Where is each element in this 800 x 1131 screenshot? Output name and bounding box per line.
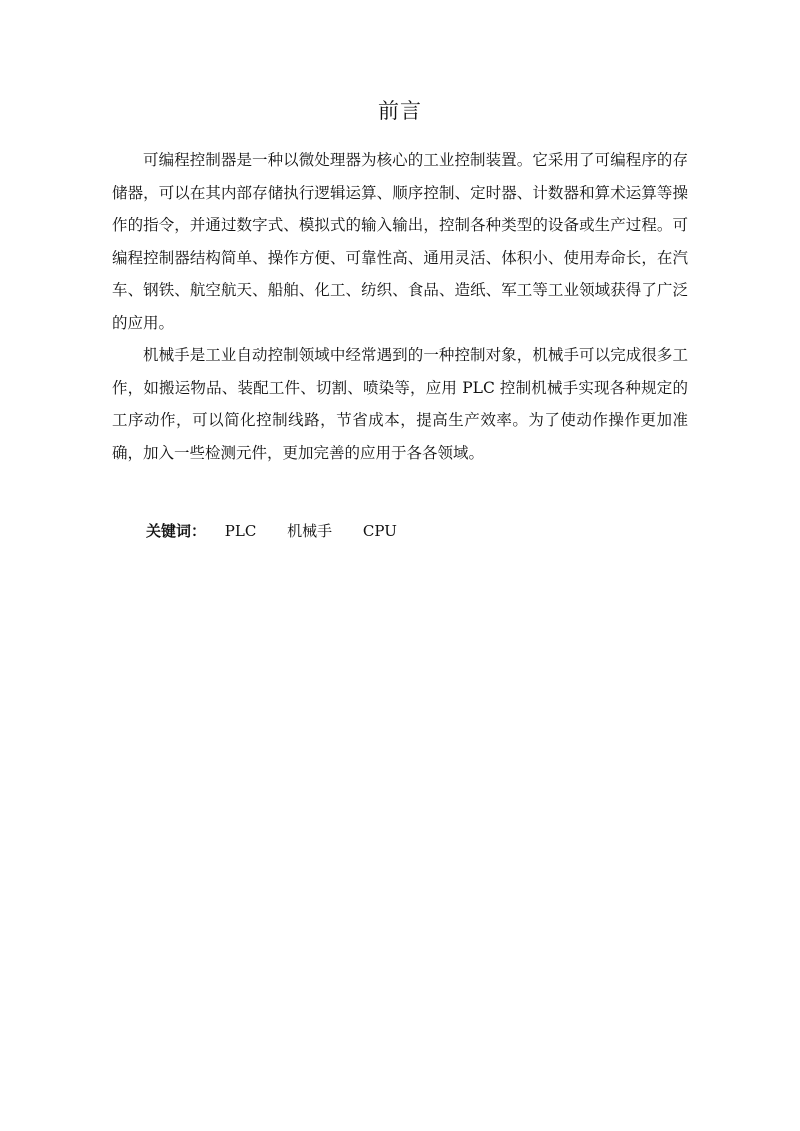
keyword-item: CPU — [362, 522, 397, 540]
keywords-line — [146, 516, 423, 546]
paragraph-1: 可编程控制器是一种以微处理器为核心的工业控制装置。它采用了可编程序的存储器，可以在其内部存储执行逻辑运算、顺序控制、定时器、计数器和算术运算等操作的指令，并通过数字式、模拟式的输入输出，控制各种类型的设备或生产过程。可编程控制器结构简单、操作方便、可靠性高、通用灵活、体积小、使用寿命长，在汽车、钢铁、航空航天、船舶、化工、纺织、食品、造纸、军工等工业领域获得了广泛的应用。 — [112, 151, 688, 332]
page-title: 前言 — [378, 99, 422, 123]
keyword-item: PLC — [224, 522, 257, 540]
keyword-item: 机械手 — [287, 522, 333, 540]
body-text — [112, 144, 688, 469]
paragraph-2: 机械手是工业自动控制领域中经常遇到的一种控制对象，机械手可以完成很多工作，如搬运物品、装配工件、切割、喷染等，应用 PLC 控制机械手实现各种规定的工序动作，可以简化控制线路，节省成本，提高生产效率。为了使动作操作更加准确，加入一些检测元件，更加完善的应用于各各领域。 — [112, 346, 688, 462]
keywords-label: 关键词： — [146, 522, 207, 540]
